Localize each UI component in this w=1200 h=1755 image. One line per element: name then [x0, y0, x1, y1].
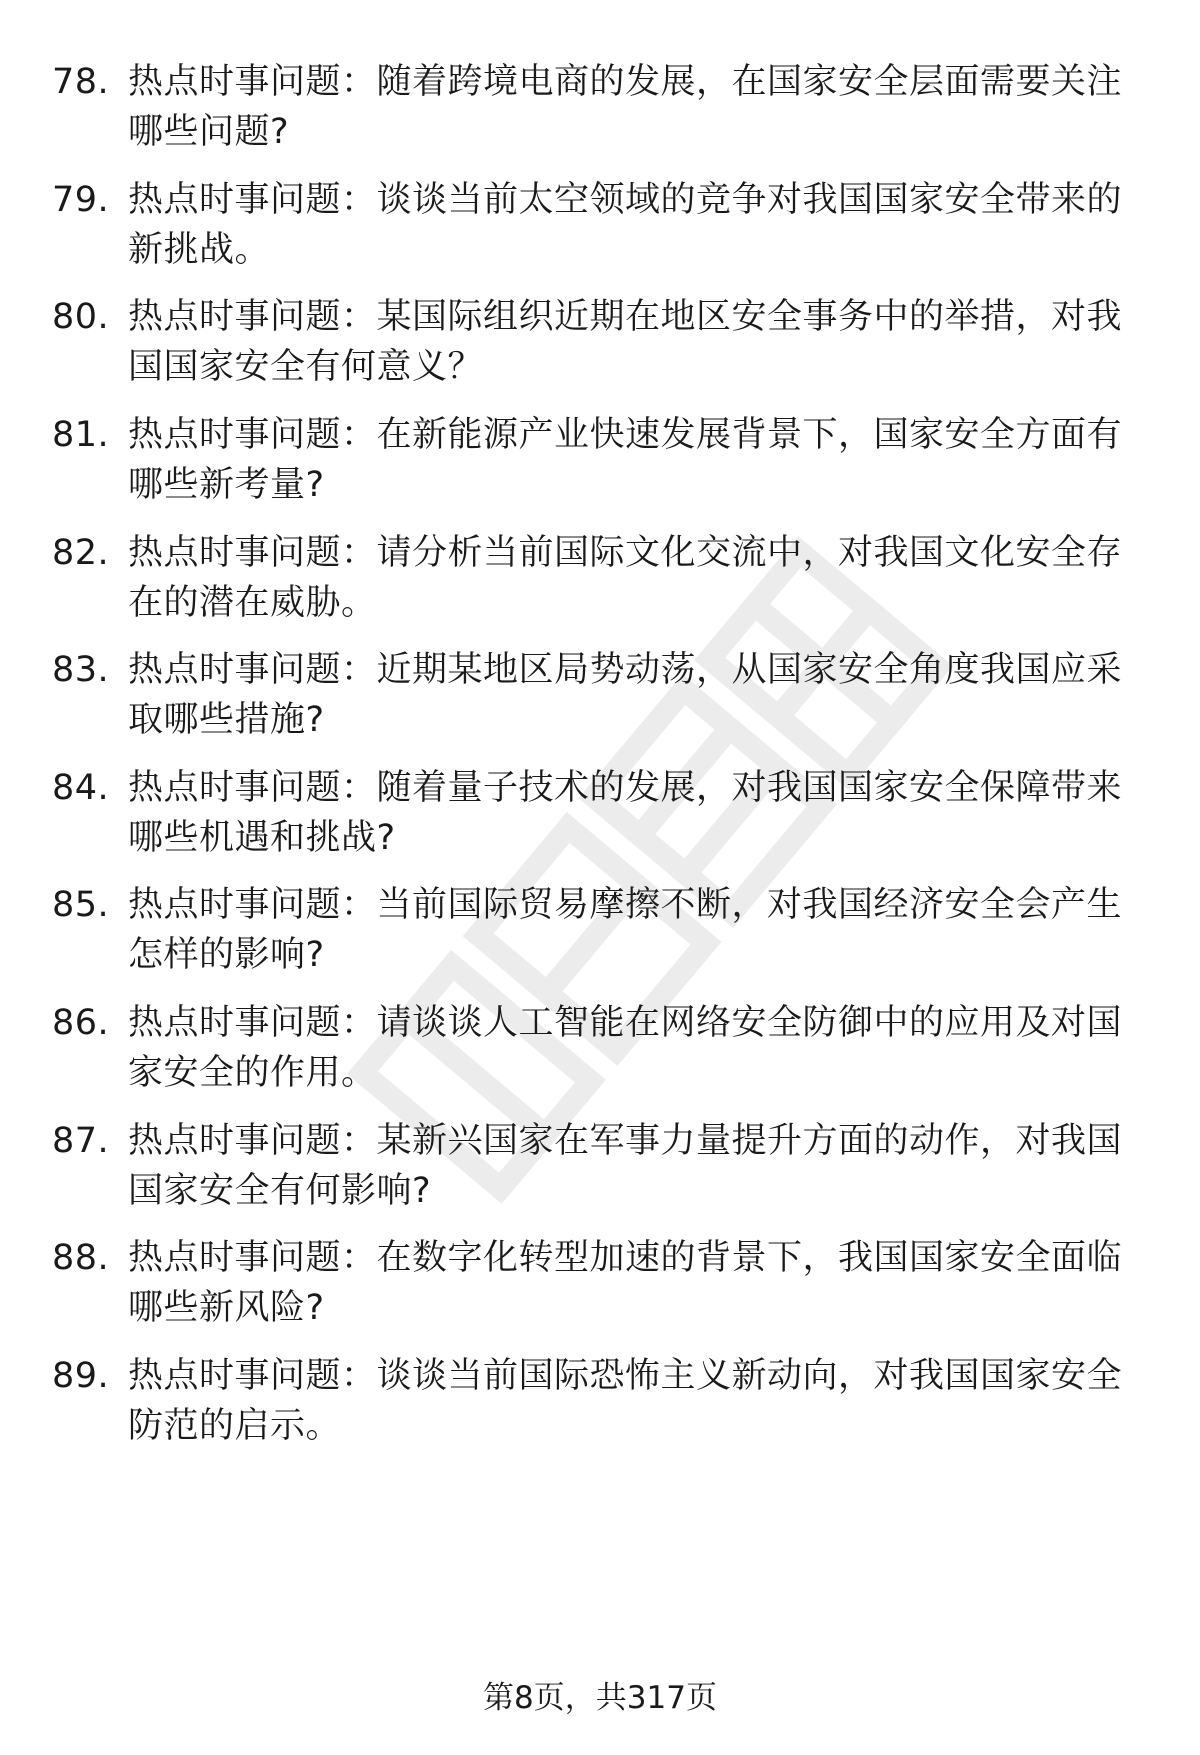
list-item	[0, 645, 1200, 755]
list-item	[0, 998, 1200, 1108]
list-item	[0, 410, 1200, 520]
question-text: 热点时事问题：某新兴国家在军事力量提升方面的动作，对我国国家安全有何影响?	[128, 1121, 1123, 1211]
list-item	[0, 1351, 1200, 1461]
question-number: 78.	[52, 62, 110, 102]
question-number: 81.	[52, 415, 110, 455]
question-text: 热点时事问题：随着量子技术的发展，对我国国家安全保障带来哪些机遇和挑战?	[128, 768, 1123, 858]
list-item	[0, 763, 1200, 873]
list-item	[0, 1233, 1200, 1343]
question-text: 热点时事问题：谈谈当前国际恐怖主义新动向，对我国国家安全防范的启示。	[128, 1356, 1123, 1446]
question-number: 89.	[52, 1356, 110, 1396]
question-text: 热点时事问题：当前国际贸易摩擦不断，对我国经济安全会产生怎样的影响?	[128, 885, 1123, 975]
list-item	[0, 175, 1200, 285]
question-text: 热点时事问题：谈谈当前太空领域的竞争对我国国家安全带来的新挑战。	[128, 180, 1123, 270]
question-text: 热点时事问题：某国际组织近期在地区安全事务中的举措，对我国国家安全有何意义？	[128, 297, 1123, 387]
question-text: 热点时事问题：在新能源产业快速发展背景下，国家安全方面有哪些新考量?	[128, 415, 1123, 505]
question-text: 热点时事问题：近期某地区局势动荡，从国家安全角度我国应采取哪些措施?	[128, 650, 1123, 740]
question-text: 热点时事问题：请谈谈人工智能在网络安全防御中的应用及对国家安全的作用。	[128, 1003, 1123, 1093]
question-text: 热点时事问题：随着跨境电商的发展，在国家安全层面需要关注哪些问题?	[128, 62, 1123, 152]
list-item	[0, 1116, 1200, 1226]
question-number: 84.	[52, 768, 110, 808]
list-item	[0, 880, 1200, 990]
question-number: 86.	[52, 1003, 110, 1043]
question-number: 80.	[52, 297, 110, 337]
question-number: 87.	[52, 1121, 110, 1161]
question-number: 79.	[52, 180, 110, 220]
question-number: 88.	[52, 1238, 110, 1278]
question-text: 热点时事问题：在数字化转型加速的背景下，我国国家安全面临哪些新风险?	[128, 1238, 1123, 1328]
question-number: 85.	[52, 885, 110, 925]
question-text: 热点时事问题：请分析当前国际文化交流中，对我国文化安全存在的潜在威胁。	[128, 533, 1123, 623]
question-number: 82.	[52, 533, 110, 573]
list-item	[0, 292, 1200, 402]
question-number: 83.	[52, 650, 110, 690]
list-item	[0, 57, 1200, 167]
page-footer: 第8页，共317页	[483, 1680, 717, 1716]
list-item	[0, 528, 1200, 638]
